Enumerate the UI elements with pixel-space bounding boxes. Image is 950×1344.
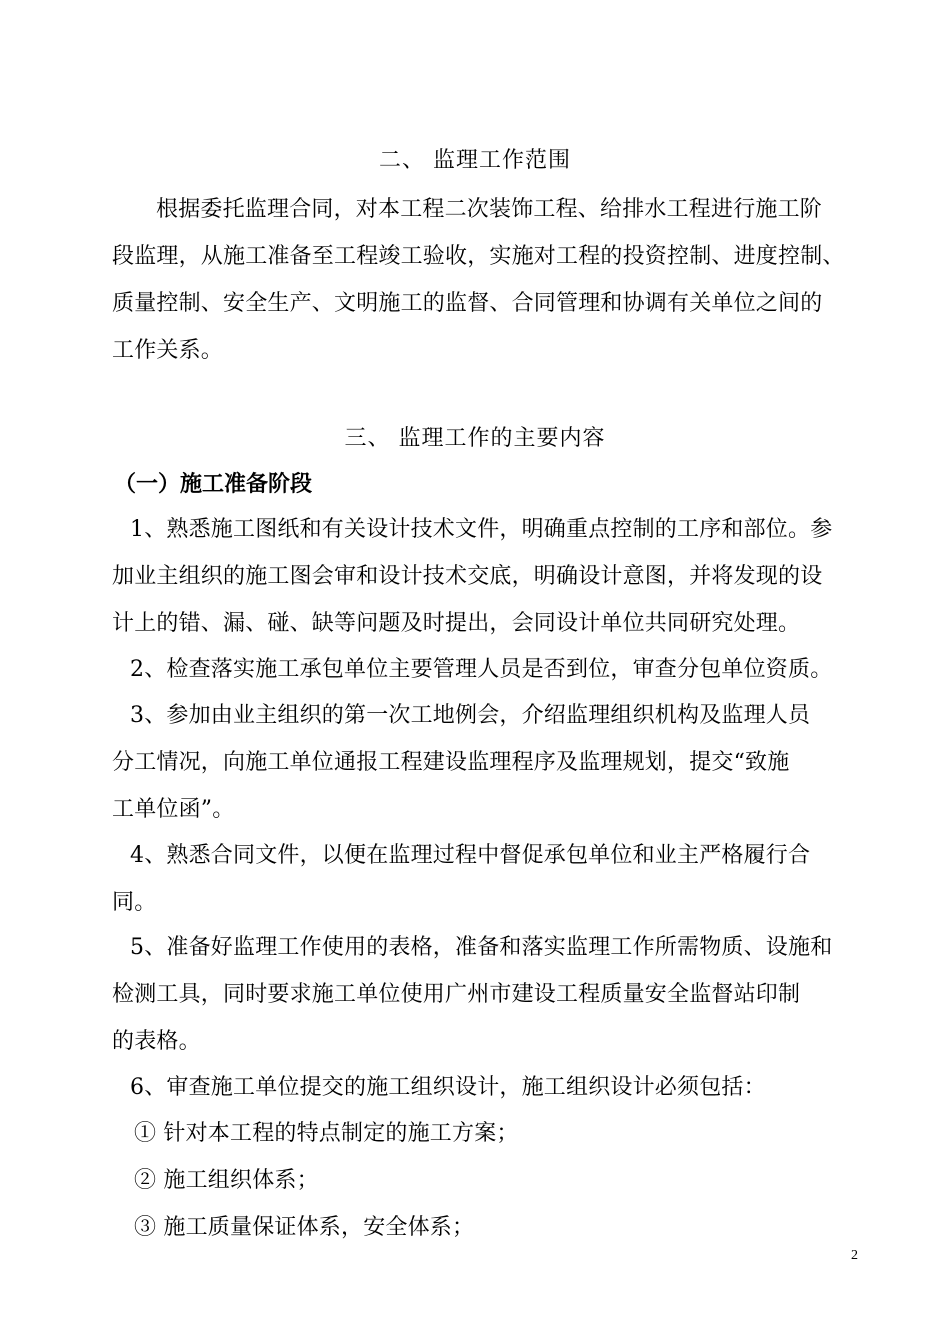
section-3-title: 三、 监理工作的主要内容 bbox=[344, 426, 606, 451]
paragraph-line: 4、熟悉合同文件，以便在监理过程中督促承包单位和业主严格履行合 bbox=[130, 843, 811, 868]
paragraph-line: 1、熟悉施工图纸和有关设计技术文件，明确重点控制的工序和部位。参 bbox=[130, 517, 833, 542]
paragraph-line: 根据委托监理合同，对本工程二次装饰工程、给排水工程进行施工阶 bbox=[156, 197, 823, 222]
section-2-paragraph bbox=[112, 186, 872, 374]
item-6-paragraph bbox=[112, 1064, 872, 1111]
paragraph-line: 加业主组织的施工图会审和设计技术交底，明确设计意图，并将发现的设 bbox=[112, 564, 823, 589]
paragraph-line: 3、参加由业主组织的第一次工地例会，介绍监理组织机构及监理人员 bbox=[130, 703, 811, 728]
paragraph-line: 质量控制、安全生产、文明施工的监督、合同管理和协调有关单位之间的 bbox=[112, 291, 823, 316]
paragraph-line: 5、准备好监理工作使用的表格，准备和落实监理工作所需物质、设施和 bbox=[130, 935, 833, 960]
paragraph-line: 工作关系。 bbox=[112, 338, 224, 363]
paragraph-line: 检测工具，同时要求施工单位使用广州市建设工程质量安全监督站印制 bbox=[112, 982, 801, 1007]
sub-list-item: ① 针对本工程的特点制定的施工方案； bbox=[134, 1121, 519, 1146]
item-6-sub-list bbox=[134, 1110, 894, 1251]
item-1-paragraph bbox=[112, 506, 872, 647]
item-4-paragraph bbox=[112, 832, 872, 926]
item-2-paragraph bbox=[112, 646, 872, 693]
section-2-title: 二、 监理工作范围 bbox=[379, 148, 571, 173]
paragraph-line: 2、检查落实施工承包单位主要管理人员是否到位，审查分包单位资质。 bbox=[130, 657, 833, 682]
sub-list-item: ② 施工组织体系； bbox=[134, 1168, 319, 1193]
paragraph-line: 的表格。 bbox=[112, 1029, 201, 1054]
paragraph-line: 分工情况，向施工单位通报工程建设监理程序及监理规划，提交“致施 bbox=[112, 750, 790, 775]
item-5-paragraph bbox=[112, 924, 872, 1065]
page-number: 2 bbox=[851, 1248, 858, 1263]
paragraph-line: 6、审查施工单位提交的施工组织设计，施工组织设计必须包括： bbox=[130, 1075, 766, 1100]
section-3-subtitle: （一）施工准备阶段 bbox=[114, 472, 313, 497]
sub-list-item: ③ 施工质量保证体系，安全体系； bbox=[134, 1215, 475, 1240]
item-3-paragraph bbox=[112, 692, 872, 833]
paragraph-line: 工单位函”。 bbox=[112, 797, 235, 822]
paragraph-line: 同。 bbox=[112, 890, 157, 915]
paragraph-line: 段监理，从施工准备至工程竣工验收，实施对工程的投资控制、进度控制、 bbox=[112, 244, 845, 269]
paragraph-line: 计上的错、漏、碰、缺等问题及时提出，会同设计单位共同研究处理。 bbox=[112, 611, 801, 636]
